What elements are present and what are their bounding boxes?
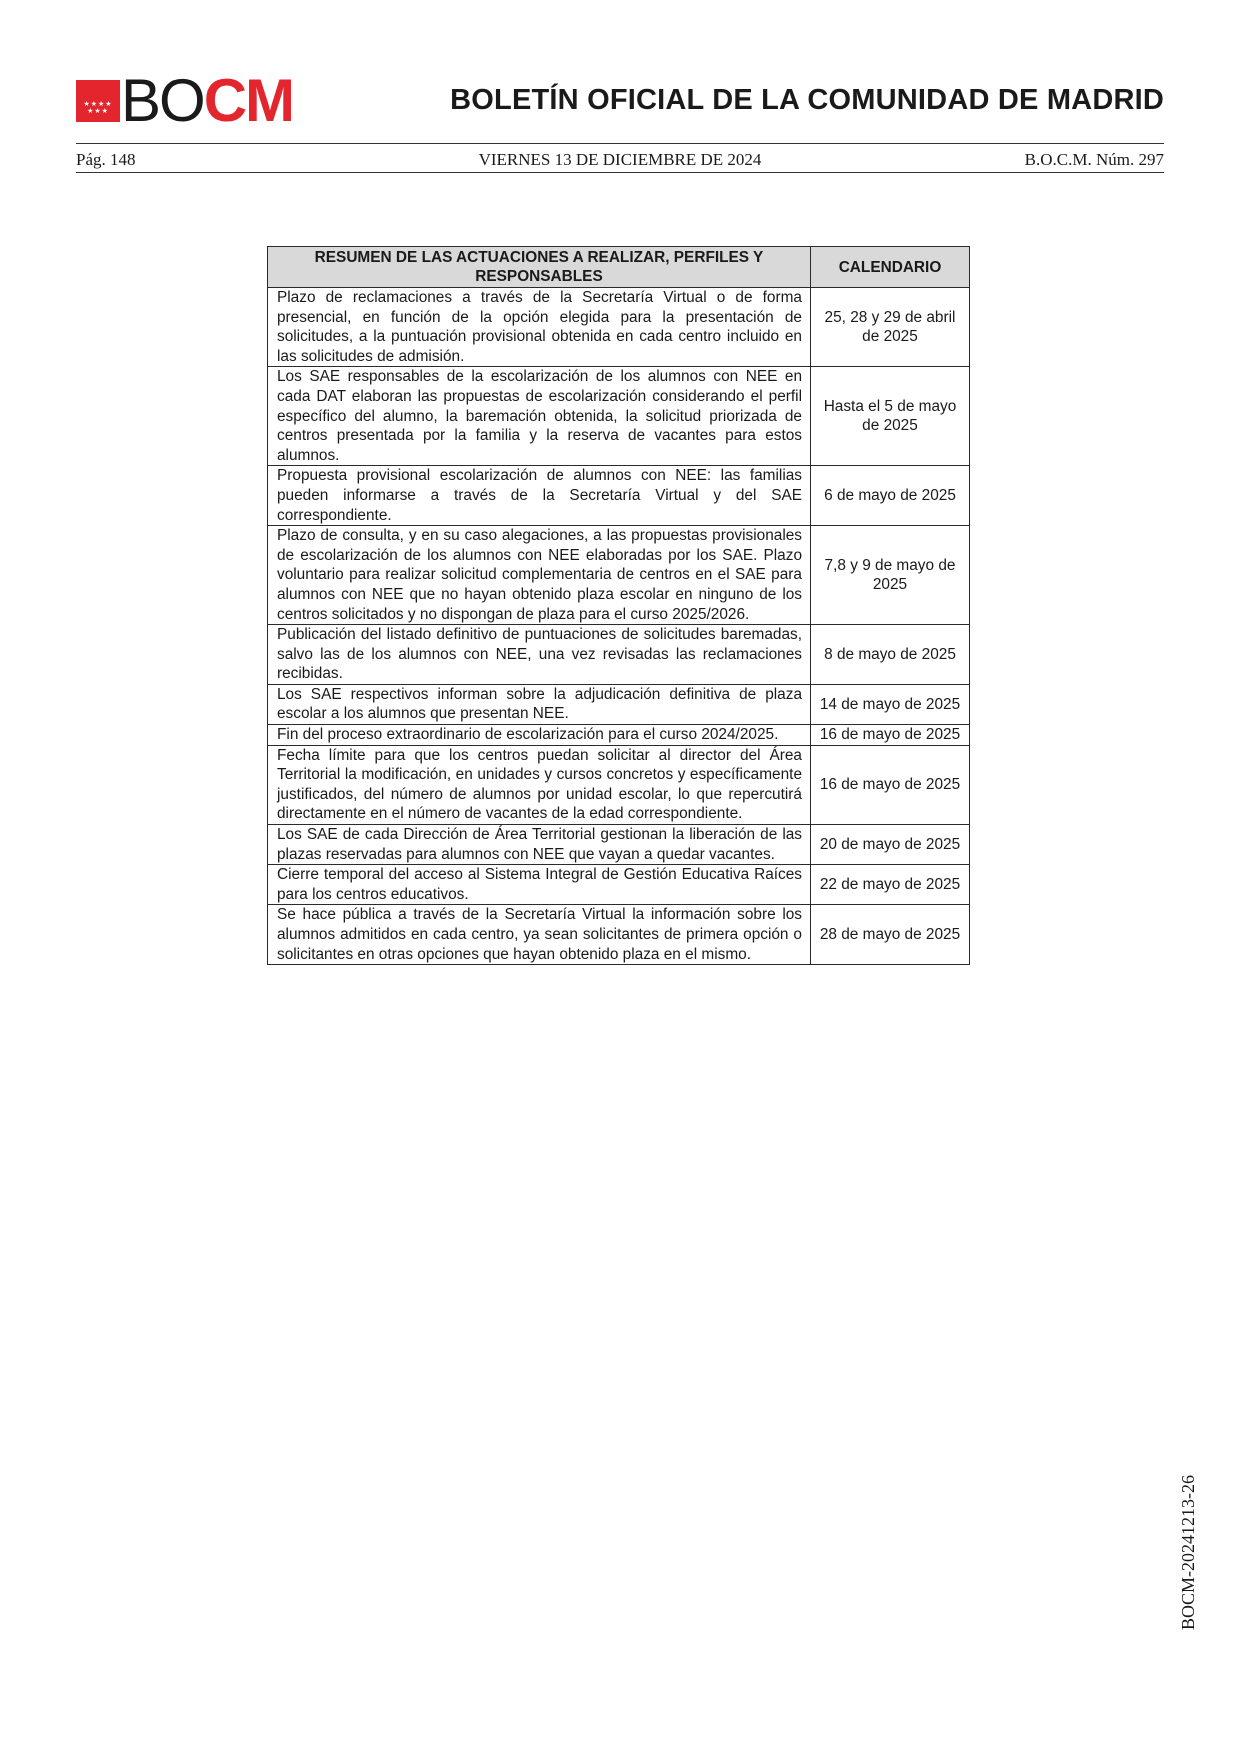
row-description: Publicación del listado definitivo de puntuaciones de solicitudes baremadas, salvo las de los alumnos con NEE, una vez revisadas las reclamaciones recibidas. — [268, 625, 811, 685]
document-code: BOCM-20241213-26 — [1178, 1474, 1198, 1630]
table-row — [268, 466, 970, 526]
row-description: Plazo de reclamaciones a través de la Secretaría Virtual o de forma presencial, en función de la opción elegida para la presentación de solicitudes, a la puntuación provisional obtenida en cada centro incluido en las solicitudes de admisión. — [268, 288, 811, 367]
table-row — [268, 684, 970, 724]
logo-text-cm: CM — [203, 67, 294, 134]
row-date: 28 de mayo de 2025 — [811, 905, 970, 965]
row-description: Los SAE respectivos informan sobre la adjudicación definitiva de plaza escolar a los alumnos que presentan NEE. — [268, 684, 811, 724]
table-row — [268, 625, 970, 685]
header-rule-bottom — [76, 172, 1164, 173]
row-date: 22 de mayo de 2025 — [811, 865, 970, 905]
row-date: 16 de mayo de 2025 — [811, 745, 970, 824]
header-rule-top — [76, 143, 1164, 144]
table-row — [268, 725, 970, 746]
row-date: 25, 28 y 29 de abril de 2025 — [811, 288, 970, 367]
issue-number: B.O.C.M. Núm. 297 — [1024, 150, 1164, 169]
bocm-logo — [76, 67, 294, 134]
table-row — [268, 865, 970, 905]
table-row — [268, 526, 970, 625]
row-description: Los SAE responsables de la escolarización de los alumnos con NEE en cada DAT elaboran las propuestas de escolarización considerando el perfil específico del alumno, la baremación obtenida, la solicitud priorizada de centros presentada por la familia y la reserva de vacantes para estos alumnos. — [268, 367, 811, 466]
row-description: Plazo de consulta, y en su caso alegaciones, a las propuestas provisionales de escolarización de los alumnos con NEE elaboradas por los SAE. Plazo voluntario para realizar solicitud complementaria de centros en el SAE para alumnos con NEE que no hayan obtenido plaza escolar en ninguno de los centros solicitados y no dispongan de plaza para el curso 2025/2026. — [268, 526, 811, 625]
table-row — [268, 367, 970, 466]
table-row — [268, 905, 970, 965]
row-date: 7,8 y 9 de mayo de 2025 — [811, 526, 970, 625]
row-description: Fecha límite para que los centros puedan solicitar al director del Área Territorial la modificación, en unidades y cursos concretos y específicamente justificados, del número de alumnos por unidad escolar, lo que repercutirá directamente en el número de vacantes de la edad correspondiente. — [268, 745, 811, 824]
table-row — [268, 825, 970, 865]
schedule-table — [267, 246, 970, 965]
row-date: 20 de mayo de 2025 — [811, 825, 970, 865]
logo-text-bo: BO — [121, 67, 204, 134]
madrid-flag-icon — [76, 80, 120, 122]
col-header-calendar: CALENDARIO — [811, 247, 970, 288]
row-date: 8 de mayo de 2025 — [811, 625, 970, 685]
row-description: Fin del proceso extraordinario de escolarización para el curso 2024/2025. — [268, 725, 811, 746]
header-meta — [76, 150, 1164, 170]
row-date: 6 de mayo de 2025 — [811, 466, 970, 526]
table-header-row — [268, 247, 970, 288]
issue-date: VIERNES 13 DE DICIEMBRE DE 2024 — [478, 150, 762, 169]
row-description: Se hace pública a través de la Secretaría Virtual la información sobre los alumnos admitidos en cada centro, ya sean solicitantes de primera opción o solicitantes en otras opciones que hayan obtenido plaza en el mismo. — [268, 905, 811, 965]
row-description: Cierre temporal del acceso al Sistema Integral de Gestión Educativa Raíces para los centros educativos. — [268, 865, 811, 905]
row-date: 14 de mayo de 2025 — [811, 684, 970, 724]
table-row — [268, 288, 970, 367]
col-header-actions: RESUMEN DE LAS ACTUACIONES A REALIZAR, PERFILES Y RESPONSABLES — [268, 247, 811, 288]
row-description: Los SAE de cada Dirección de Área Territorial gestionan la liberación de las plazas reservadas para alumnos con NEE que vayan a quedar vacantes. — [268, 825, 811, 865]
flag-stars: ★★★★ ★★★ — [83, 101, 113, 115]
publication-title: BOLETÍN OFICIAL DE LA COMUNIDAD DE MADRID — [450, 84, 1164, 116]
row-date: Hasta el 5 de mayo de 2025 — [811, 367, 970, 466]
page-number: Pág. 148 — [76, 150, 136, 169]
row-description: Propuesta provisional escolarización de alumnos con NEE: las familias pueden informarse a través de la Secretaría Virtual y del SAE correspondiente. — [268, 466, 811, 526]
table-row — [268, 745, 970, 824]
row-date: 16 de mayo de 2025 — [811, 725, 970, 746]
logo-wordmark — [121, 67, 294, 134]
